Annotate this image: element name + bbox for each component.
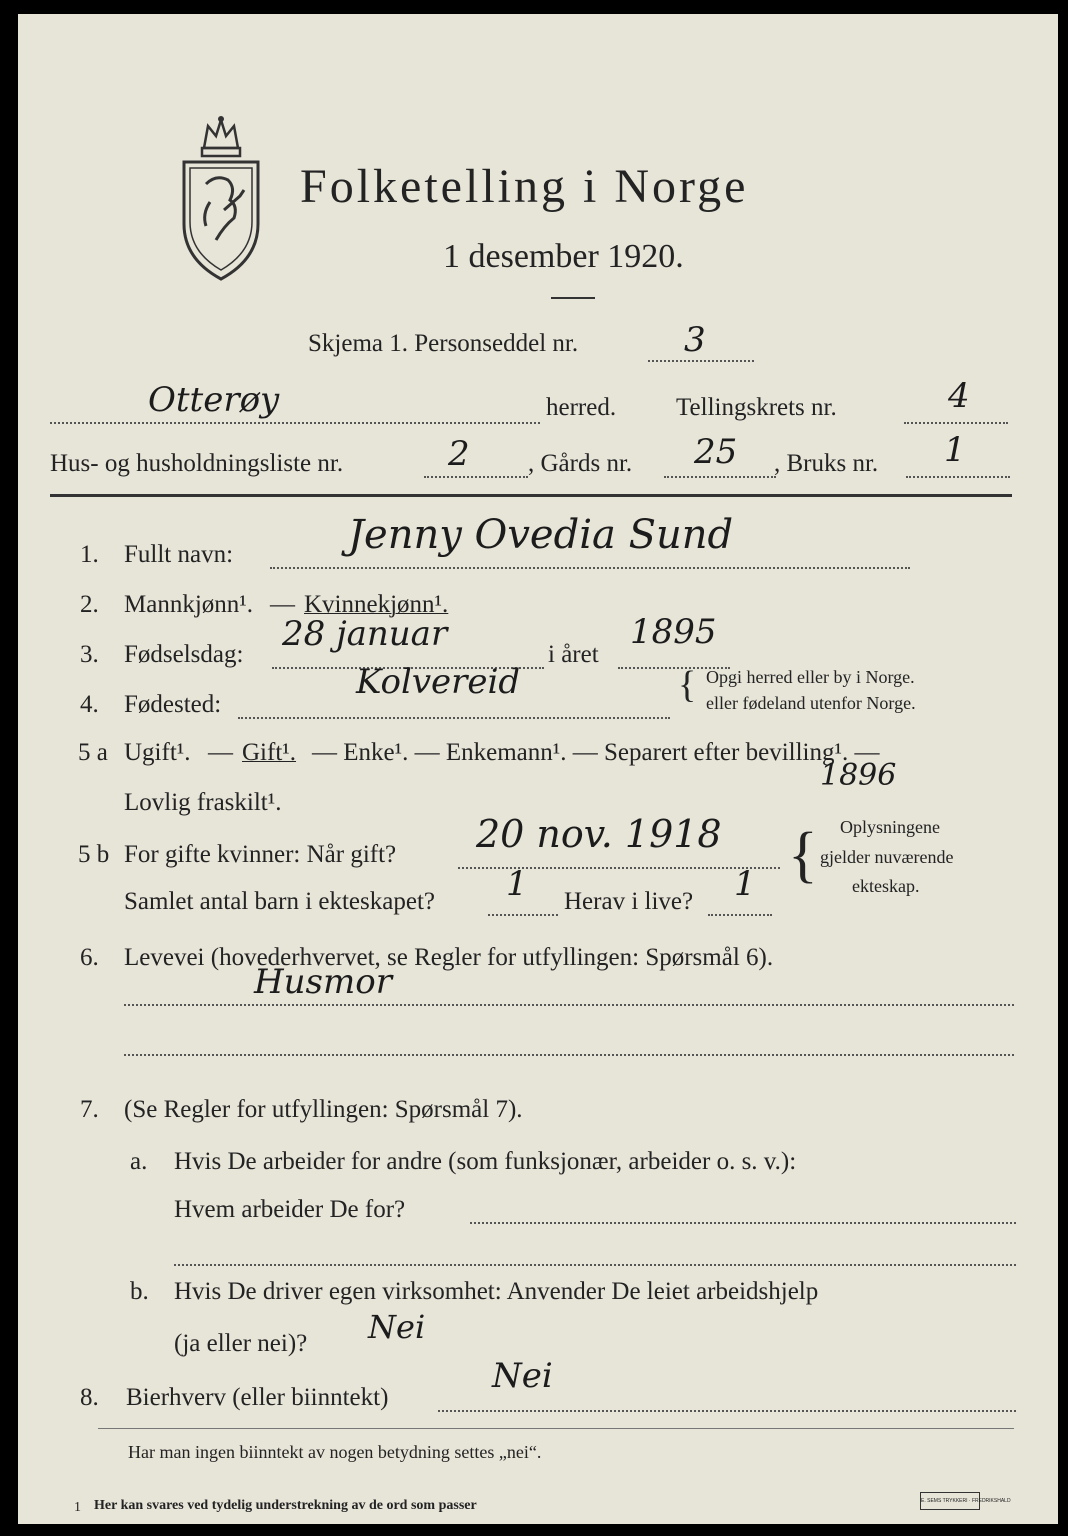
q8-number: 8. <box>80 1384 99 1411</box>
krets-value[interactable]: 4 <box>948 376 970 416</box>
printer-stamp: E. SEMS TRYKKERI · FREDRIKSHALD <box>920 1492 980 1510</box>
gender-female-selected[interactable]: Kvinnekjønn¹. <box>304 591 449 618</box>
q6-number: 6. <box>80 944 99 971</box>
q8-label: Bierhverv (eller biinntekt) <box>126 1384 389 1411</box>
gards-line <box>664 476 776 478</box>
q4-brace: { <box>678 664 697 706</box>
q4-note-2: eller fødeland utenfor Norge. <box>706 693 916 713</box>
q1-label: Fullt navn: <box>124 541 234 568</box>
krets-label: Tellingskrets nr. <box>676 394 837 421</box>
hus-value[interactable]: 2 <box>448 434 470 474</box>
footnote-number: 1 <box>74 1500 81 1515</box>
gender-male[interactable]: Mannkjønn¹. <box>124 591 254 618</box>
status-dash: — <box>208 739 233 766</box>
q7-number: 7. <box>80 1096 99 1123</box>
hired-help-value[interactable]: Nei <box>368 1308 426 1346</box>
q1-number: 1. <box>80 541 99 568</box>
footer-note: Har man ingen biinntekt av nogen betydning settes „nei“. <box>128 1442 542 1462</box>
q5a-number: 5 a <box>78 739 108 766</box>
herred-line <box>50 422 540 424</box>
side-income-line <box>438 1410 1016 1412</box>
gender-dash: — <box>270 591 295 618</box>
q5b-brace: { <box>788 821 818 889</box>
header-rule <box>50 494 1012 497</box>
birth-year-value[interactable]: 1895 <box>630 612 717 652</box>
q5b-note-2: gjelder nuværende <box>820 847 954 867</box>
q3-label: Fødselsdag: <box>124 641 244 668</box>
status-annotation: 1896 <box>820 758 897 793</box>
coat-of-arms-icon <box>176 114 266 284</box>
q7b-question: (ja eller nei)? <box>174 1330 308 1357</box>
occupation-line-2 <box>124 1054 1014 1056</box>
title-divider <box>551 297 595 299</box>
q3-number: 3. <box>80 641 99 668</box>
alive-line <box>708 914 772 916</box>
bruks-label: , Bruks nr. <box>774 450 879 477</box>
schema-value[interactable]: 3 <box>684 320 706 360</box>
q2-number: 2. <box>80 591 99 618</box>
q5b-note-1: Oplysningene <box>840 817 940 837</box>
employer-line-1 <box>470 1222 1016 1224</box>
q7a-label: Hvis De arbeider for andre (som funksjonær, arbeider o. s. v.): <box>174 1148 797 1175</box>
birthplace-line <box>238 717 670 719</box>
status-gift-selected[interactable]: Gift¹. <box>242 739 297 766</box>
occupation-line-1 <box>124 1004 1014 1006</box>
children-value[interactable]: 1 <box>506 864 528 904</box>
q5b-note-3: ekteskap. <box>852 876 920 896</box>
birthday-value[interactable]: 28 januar <box>282 614 448 654</box>
schema-label: Skjema 1. Personseddel nr. <box>308 330 579 357</box>
employer-line-2 <box>174 1264 1016 1266</box>
hus-label: Hus- og husholdningsliste nr. <box>50 450 344 477</box>
birthplace-value[interactable]: Kolvereid <box>356 662 521 702</box>
gards-value[interactable]: 25 <box>694 432 738 472</box>
q1-line <box>270 567 910 569</box>
year-label: i året <box>548 641 599 668</box>
side-income-value[interactable]: Nei <box>492 1356 553 1396</box>
herred-value[interactable]: Otterøy <box>148 380 280 420</box>
q4-note-1: Opgi herred eller by i Norge. <box>706 667 915 687</box>
married-label: For gifte kvinner: Når gift? <box>124 841 397 868</box>
footer-rule <box>98 1428 1014 1429</box>
gards-label: , Gårds nr. <box>528 450 633 477</box>
hus-line <box>424 476 528 478</box>
footnote-text: Her kan svares ved tydelig understrekning av de ord som passer <box>94 1498 477 1513</box>
alive-value[interactable]: 1 <box>734 864 756 904</box>
herred-label: herred. <box>546 394 617 421</box>
occupation-value[interactable]: Husmor <box>254 962 392 1002</box>
form-date: 1 desember 1920. <box>443 238 684 275</box>
q5b-number: 5 b <box>78 841 110 868</box>
q7b-label: Hvis De driver egen virksomhet: Anvender De leiet arbeidshjelp <box>174 1278 819 1305</box>
q7a-question: Hvem arbeider De for? <box>174 1196 406 1223</box>
married-date-value[interactable]: 20 nov. 1918 <box>476 812 722 856</box>
q4-label: Fødested: <box>124 691 222 718</box>
children-line <box>488 914 558 916</box>
schema-line <box>648 360 754 362</box>
census-form <box>18 14 1058 1524</box>
q6-label: Levevei (hovederhvervet, se Regler for utfyllingen: Spørsmål 6). <box>124 944 774 971</box>
full-name-value[interactable]: Jenny Ovedia Sund <box>348 512 734 558</box>
status-other-options[interactable]: — Enke¹. — Enkemann¹. — Separert efter bevilling¹. — <box>312 739 880 766</box>
children-label: Samlet antal barn i ekteskapet? <box>124 888 435 915</box>
q7-label: (Se Regler for utfyllingen: Spørsmål 7). <box>124 1096 523 1123</box>
krets-line <box>904 422 1008 424</box>
q7b-letter: b. <box>130 1278 149 1305</box>
status-fraskilt[interactable]: Lovlig fraskilt¹. <box>124 789 282 816</box>
form-title: Folketelling i Norge <box>300 160 749 213</box>
q7a-letter: a. <box>130 1148 148 1175</box>
status-ugift[interactable]: Ugift¹. <box>124 739 191 766</box>
bruks-value[interactable]: 1 <box>944 430 966 470</box>
alive-label: Herav i live? <box>564 888 694 915</box>
bruks-line <box>906 476 1010 478</box>
q4-number: 4. <box>80 691 99 718</box>
